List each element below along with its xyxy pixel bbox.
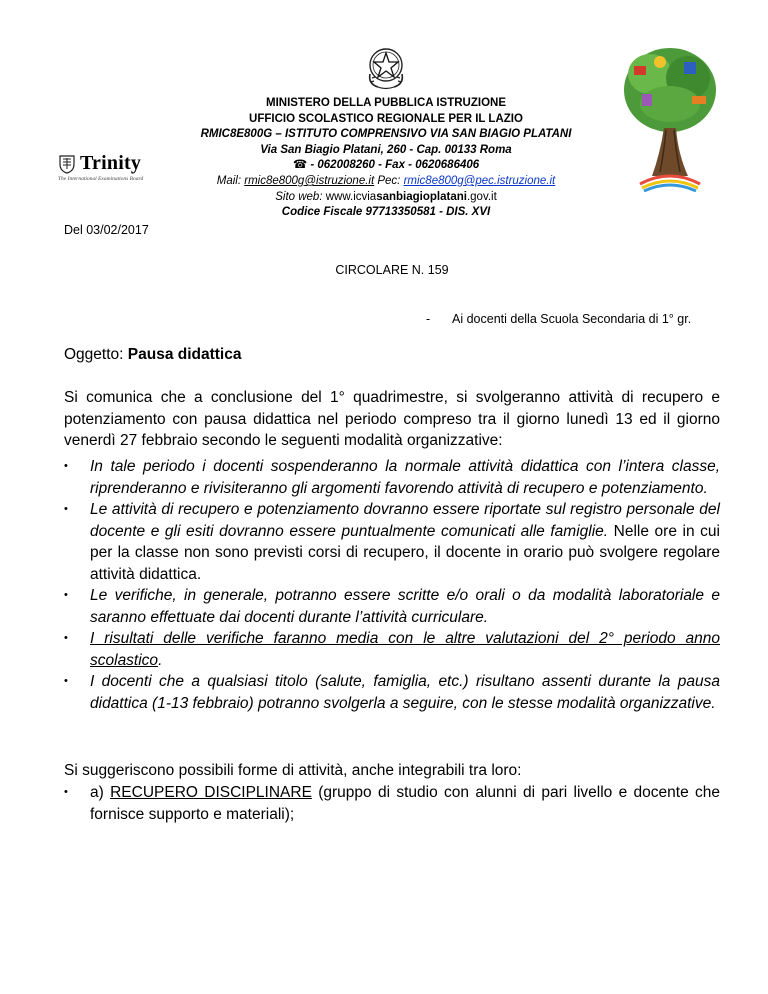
email-link[interactable]: rmic8e800g@istruzione.it: [244, 174, 375, 187]
list-item: • I risultati delle verifiche faranno media con le altre valutazioni del 2° periodo anno scolastico.: [64, 628, 720, 671]
email-line: Mail: rmic8e800g@istruzione.it Pec: rmic8e800g@pec.istruzione.it: [216, 174, 556, 187]
address-line: Via San Biagio Platani, 260 - Cap. 00133 Roma: [260, 143, 512, 156]
list-item: • I docenti che a qualsiasi titolo (salute, famiglia, etc.) risultano assenti durante la pausa didattica (1-13 febbraio) potranno svolgerla a seguire, con le stesse modalità organizzative.: [64, 671, 720, 714]
trinity-subtitle: The International Examinations Board: [58, 176, 144, 182]
intro-paragraph: Si comunica che a conclusione del 1° quadrimestre, si svolgeranno attività di recupero e potenziamento con pausa didattica nel periodo compreso tra il giorno lunedì 13 ed il giorno venerdì 27 febbraio secondo le seguenti modalità organizzative:: [64, 389, 720, 449]
italian-republic-emblem-icon: [364, 44, 408, 90]
trinity-logo: [58, 152, 158, 188]
subject-value: Pausa didattica: [127, 346, 242, 363]
suggestion-paragraph: Si suggeriscono possibili forme di attività, anche integrabili tra loro:: [64, 762, 522, 779]
recipients: - Ai docenti della Scuola Secondaria di 1° gr.: [426, 312, 692, 326]
trinity-wordmark: Trinity: [80, 152, 142, 174]
list-item: • Le verifiche, in generale, potranno essere scritte e/o orali o da modalità laboratoriale e saranno effettuate dai docenti durante l’attività curriculare.: [64, 585, 720, 628]
modalities-list: [64, 456, 720, 714]
list-item: • In tale periodo i docenti sospenderanno la normale attività didattica con l’intera classe, riprenderanno e rivisiteranno gli argomenti favorendo attività di recupero e potenziamento.: [64, 456, 720, 499]
website-line: Sito web: www.icviasanbiagioplatani.gov.it: [275, 190, 497, 203]
ministry-line: MINISTERO DELLA PUBBLICA ISTRUZIONE: [265, 97, 506, 109]
telephone-icon: ☎: [292, 159, 308, 172]
phone-line: ☎ - 062008260 - Fax - 0620686406: [292, 159, 480, 172]
fiscal-code-line: Codice Fiscale 97713350581 - DIS. XVI: [281, 206, 491, 219]
suggestions-list: [64, 782, 720, 825]
subject-line: Oggetto: Pausa didattica: [64, 346, 242, 363]
regional-office-line: UFFICIO SCOLASTICO REGIONALE PER IL LAZIO: [249, 112, 523, 125]
circular-number: CIRCOLARE N. 159: [335, 263, 449, 277]
trinity-crest-icon: [58, 154, 76, 174]
school-name-line: RMIC8E800G – ISTITUTO COMPRENSIVO VIA SAN BIAGIO PLATANI: [200, 128, 572, 141]
school-tree-logo-icon: [620, 44, 718, 192]
pec-link[interactable]: rmic8e800g@pec.istruzione.it: [403, 174, 556, 187]
document-date: Del 03/02/2017: [64, 223, 149, 237]
list-item: • Le attività di recupero e potenziamento dovranno essere riportate sul registro personale del docente e gli esiti dovranno essere puntualmente comunicati alle famiglie. Nelle ore in cui per la classe non sono previsti corsi di recupero, il docente in orario può svolgere regolare attività didattica.: [64, 499, 720, 585]
list-item: • a) RECUPERO DISCIPLINARE (gruppo di studio con alunni di pari livello e docente che fornisce supporto e materiali);: [64, 782, 720, 825]
letterhead: [150, 96, 622, 221]
